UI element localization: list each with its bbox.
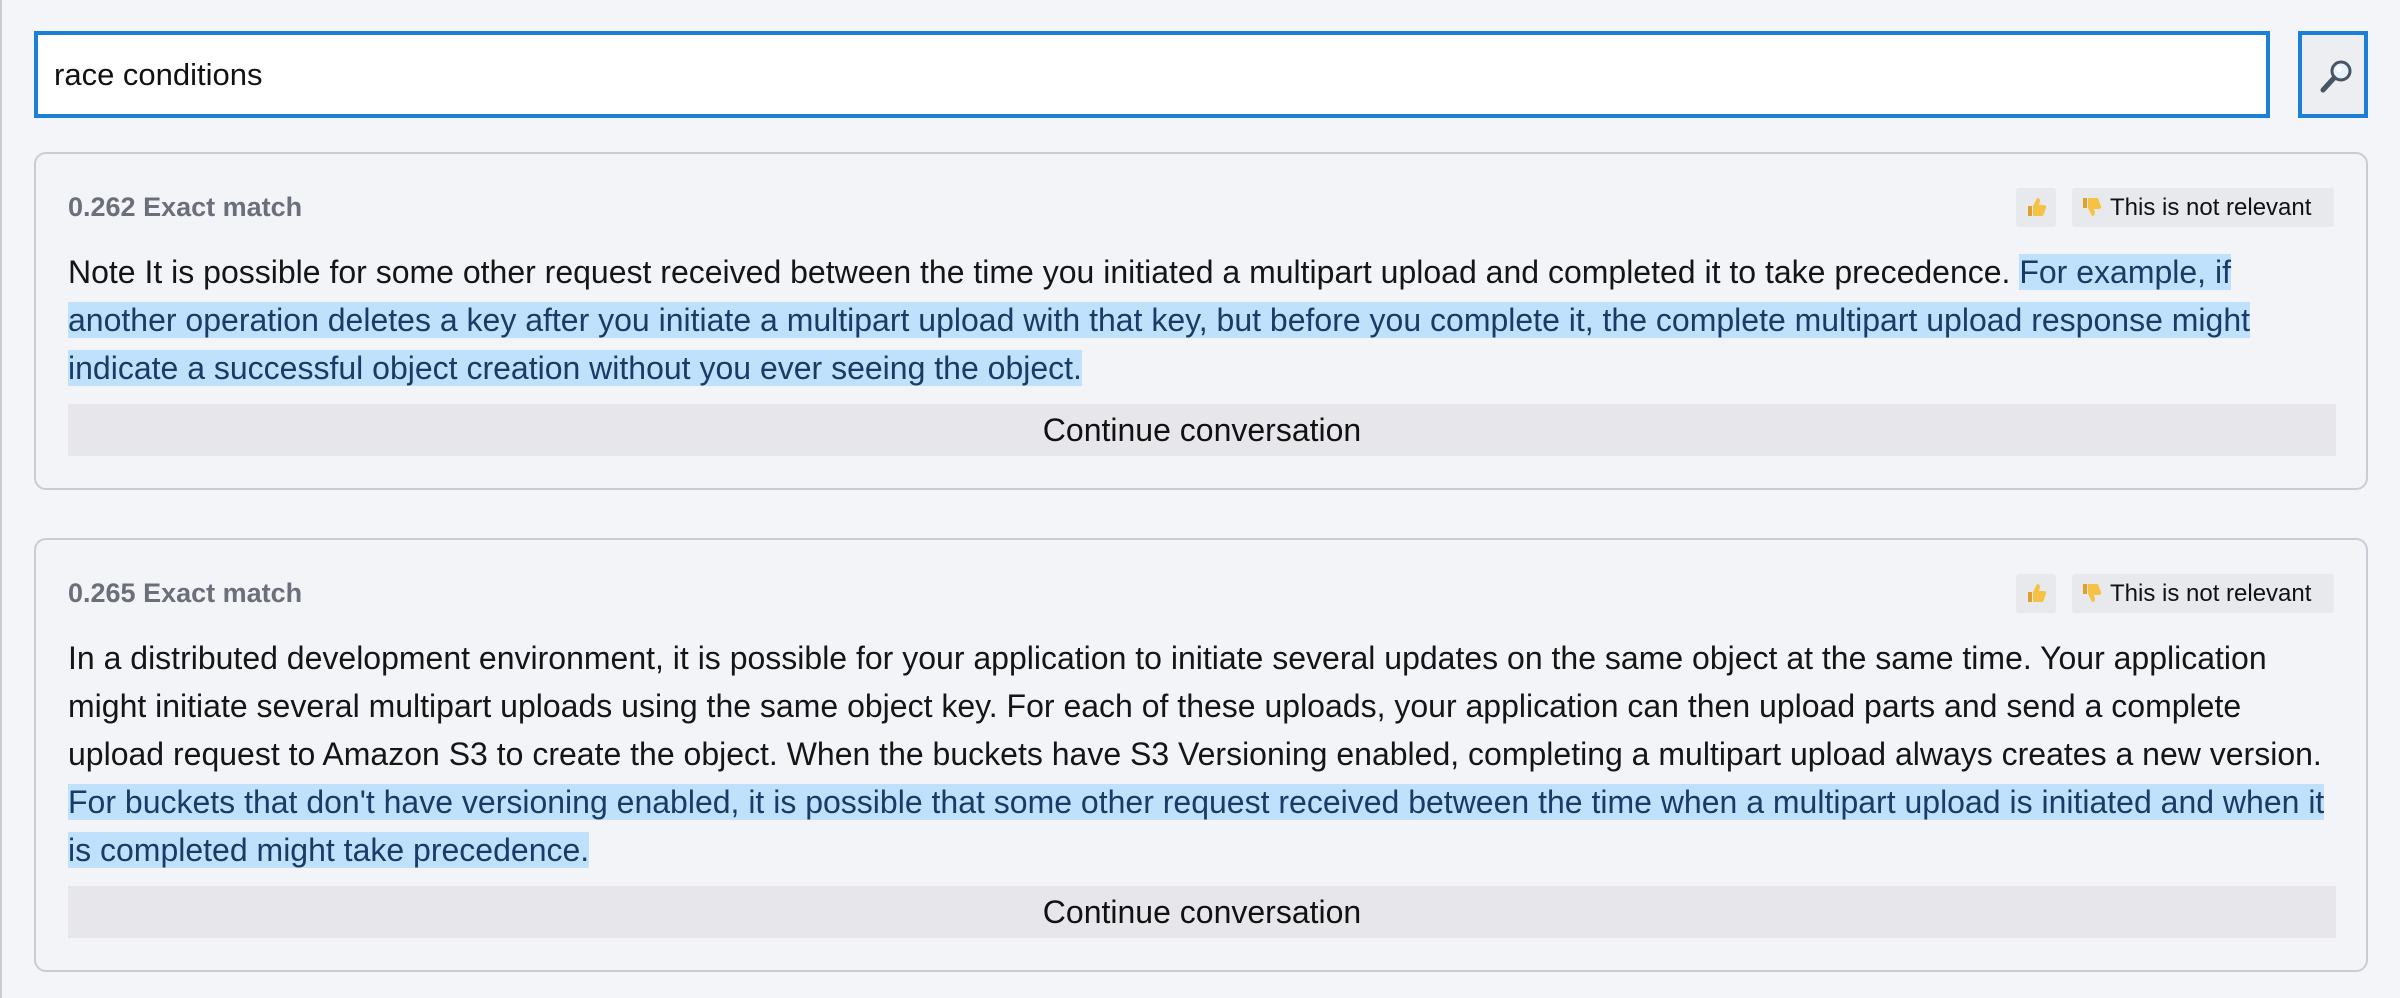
result-score: 0.262 bbox=[68, 192, 136, 222]
match-type: Exact match bbox=[143, 578, 303, 608]
result-text-plain: In a distributed development environment, it is possible for your application to initiate several updates on the same object at the same time. Your application might initiate several multipart uploads using the same object key. For each of these uploads, your application can then upload parts and send a complete upload request to Amazon S3 to create the object. When the buckets have S3 Versioning enabled, completing a multipart upload always creates a new version. bbox=[68, 640, 2322, 772]
thumbs-up-button[interactable] bbox=[2016, 574, 2056, 613]
left-border bbox=[0, 0, 2, 998]
thumbs-down-icon bbox=[2080, 196, 2102, 218]
result-card bbox=[34, 538, 2368, 972]
result-card bbox=[34, 152, 2368, 490]
continue-conversation-button[interactable]: Continue conversation bbox=[68, 404, 2336, 456]
result-score: 0.265 bbox=[68, 578, 136, 608]
search-button[interactable] bbox=[2298, 31, 2368, 118]
not-relevant-label: This is not relevant bbox=[2110, 580, 2312, 607]
search-input[interactable] bbox=[34, 31, 2270, 118]
not-relevant-button[interactable] bbox=[2072, 574, 2334, 613]
result-meta bbox=[68, 192, 302, 223]
result-text-plain: Note It is possible for some other request received between the time you initiated a multipart upload and completed it to take precedence. bbox=[68, 254, 2011, 290]
not-relevant-button[interactable] bbox=[2072, 188, 2334, 227]
match-type: Exact match bbox=[143, 192, 303, 222]
continue-conversation-button[interactable]: Continue conversation bbox=[68, 886, 2336, 938]
search-bar bbox=[34, 31, 2368, 118]
result-text-highlight: For example, if another operation deletes a key after you initiate a multipart upload with that key, but before you complete it, the complete multipart upload response might indicate a successful object creation without you ever seeing the object. bbox=[68, 254, 2250, 386]
thumbs-up-button[interactable] bbox=[2016, 188, 2056, 227]
thumbs-down-icon bbox=[2080, 582, 2102, 604]
result-text bbox=[68, 248, 2340, 392]
not-relevant-label: This is not relevant bbox=[2110, 194, 2312, 221]
result-text bbox=[68, 634, 2340, 874]
result-text-highlight: For buckets that don't have versioning enabled, it is possible that some other request received between the time when a multipart upload is initiated and when it is completed might take precedence. bbox=[68, 784, 2325, 868]
result-meta bbox=[68, 578, 302, 609]
